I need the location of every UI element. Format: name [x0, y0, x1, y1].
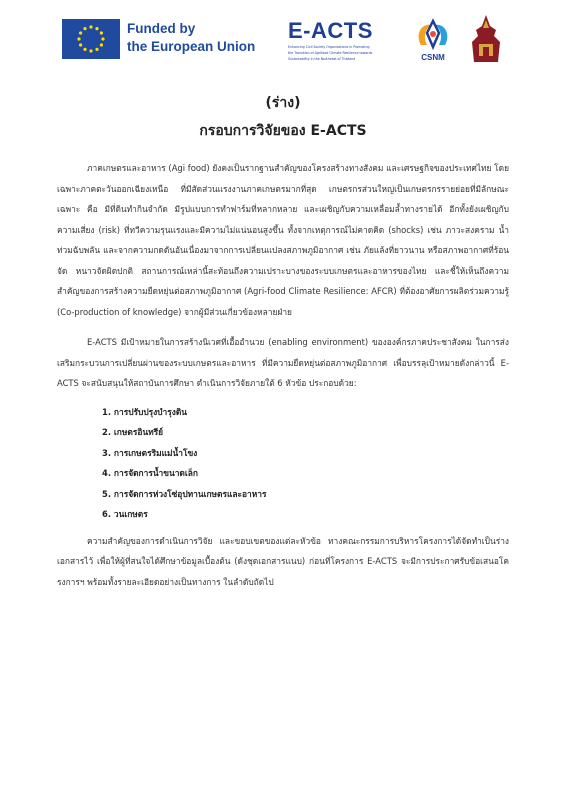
eacts-logo-text: E-ACTS [288, 18, 373, 43]
list-item: 2. เกษตรอินทรีย์ [102, 427, 163, 437]
paragraph-goal: E-ACTS มีเป้าหมายในการสร้างนิเวศที่เอื้ออำนวย (enabling environment) ขององค์กรภาคประชาสังคม ในการส่งเสริมกระบวนการเปลี่ยนผ่านของระบบเกษตรและอาหาร ที่มีความยืดหยุ่นต่อสภาพภูมิอากาศ เพื่อบรรลุเป้าหมายดังกล่าวนี้ E-ACTS จะสนับสนุนให้สถาบันการศึกษา ดำเนินการวิจัยภายใต้ 6 หัวข้อ ประกอบด้วย: [57, 337, 509, 388]
list-item: 6. วนเกษตร [102, 509, 148, 519]
csnm-label: CSNM [421, 53, 445, 62]
list-item: 4. การจัดการน้ำขนาดเล็ก [102, 468, 198, 478]
eu-line1: Funded by [127, 21, 196, 36]
eu-line2: the European Union [127, 39, 256, 54]
university-crest-icon [470, 14, 502, 64]
eu-flag-icon [62, 19, 120, 59]
eu-funding-label [127, 20, 255, 56]
csnm-mark-icon [411, 17, 455, 53]
paragraph-intro: ภาคเกษตรและอาหาร (Agi food) ยังคงเป็นรากฐานสำคัญของโครงสร้างทางสังคม และเศรษฐกิจของประเทศไทย โดยเฉพาะภาคตะวันออกเฉียงเหนือ ที่มีสัดส่วนแรงงานภาคเกษตรมากที่สุด เกษตรกรส่วนใหญ่เป็นเกษตรกรรายย่อยที่มีลักษณะเฉพาะ คือ มีที่ดินทำกินจำกัด มีรูปแบบการทำฟาร์มที่หลากหลาย และเผชิญกับความเหลื่อมล้ำทางรายได้ อีกทั้งยังเผชิญกับความเสี่ยง (risk) ที่ทวีความรุนแรงและมีความไม่แน่นอนสูงขึ้น ทั้งจากเหตุการณ์ไม่คาดคิด (shocks) เช่น ภาวะสงคราม น้ำท่วมฉับพลัน และจากความกดดันอันเนื่องมาจากการเปลี่ยนแปลงสภาพภูมิอากาศ เช่น ภัยแล้งที่ยาวนาน หรือสภาพอากาศที่ร้อนจัด หนาวจัดผิดปกติ สถานการณ์เหล่านี้สะท้อนถึงความเปราะบางของระบบเกษตรและอาหารของไทย และชี้ให้เห็นถึงความสำคัญของการสร้างความยืดหยุ่นต่อสภาพภูมิอากาศ (Agri-food Climate Resilience: AFCR) ที่ต้องอาศัยการผลิตร่วมความรู้ (Co-production of knowledge) จากผู้มีส่วนเกี่ยวข้องหลายฝ่าย [57, 163, 509, 317]
page-title: กรอบการวิจัยของ E-ACTS [199, 123, 367, 139]
draft-label: (ร่าง) [265, 95, 301, 111]
document-body [57, 158, 509, 592]
list-item: 3. การเกษตรริมแม่น้ำโขง [102, 447, 198, 458]
csnm-logo [411, 17, 455, 63]
list-item: 1. การปรับปรุงบำรุงดิน [102, 406, 188, 417]
eacts-tagline-2: the Transition of Agrifood Climate Resilience towards [288, 51, 373, 55]
eacts-logo [288, 19, 380, 61]
eacts-tagline-3: Sustainability in the Northeast of Thailand [288, 57, 356, 61]
eacts-tagline-1: Enhancing Civil Society Organizations in Promoting [288, 45, 370, 49]
list-item: 5. การจัดการห่วงโซ่อุปทานเกษตรและอาหาร [102, 488, 267, 499]
paragraph-closing: ความสำคัญของการดำเนินการวิจัย และขอบเขตของแต่ละหัวข้อ ทางคณะกรรมการบริหารโครงการได้จัดทำเป็นร่างเอกสารไว้ เพื่อให้ผู้ที่สนใจได้ศึกษาข้อมูลเบื้องต้น (ดังชุดเอกสารแนบ) ก่อนที่โครงการ E-ACTS จะมีการประกาศรับข้อเสนอโครงการฯ พร้อมทั้งรายละเอียดอย่างเป็นทางการ ในลำดับถัดไป [57, 535, 509, 587]
research-topics-list [57, 402, 509, 525]
